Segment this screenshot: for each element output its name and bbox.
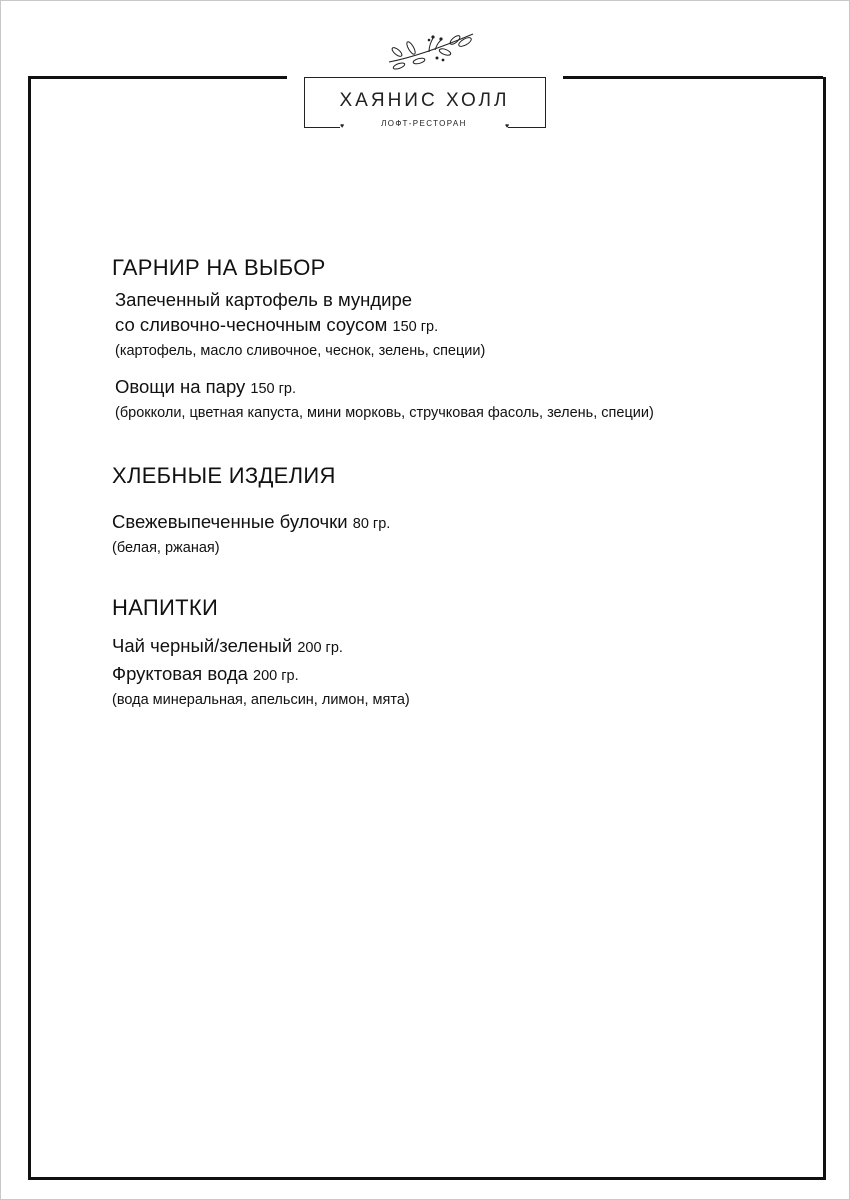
item-name: Чай черный/зеленый	[112, 635, 293, 656]
menu-item	[112, 661, 410, 711]
item-name: Фруктовая вода	[112, 663, 248, 684]
menu-section-bread	[112, 463, 390, 559]
item-name-line2: со сливочно-чесночным соусом	[115, 314, 388, 335]
item-name: Овощи на пару	[115, 376, 246, 397]
menu-item	[112, 509, 390, 559]
item-weight: 200 гр.	[297, 640, 343, 656]
section-title: ГАРНИР НА ВЫБОР	[112, 255, 326, 280]
brand-tagline: ЛОФТ-РЕСТОРАН	[381, 119, 467, 128]
menu-section-garnish	[112, 255, 654, 424]
frame-top-right-line	[563, 76, 823, 79]
section-title: ХЛЕБНЫЕ ИЗДЕЛИЯ	[112, 463, 336, 488]
item-description: (картофель, масло сливочное, чеснок, зелень, специи)	[115, 343, 486, 359]
item-name-cont	[115, 312, 654, 340]
item-name-row	[112, 509, 390, 537]
section-title: НАПИТКИ	[112, 595, 219, 620]
item-name-row	[112, 633, 410, 661]
item-description: (брокколи, цветная капуста, мини морковь, стручковая фасоль, зелень, специи)	[115, 405, 654, 421]
frame-top-left-line	[28, 76, 287, 79]
item-weight: 200 гр.	[253, 668, 299, 684]
brand-name: ХАЯНИС ХОЛЛ	[339, 90, 510, 111]
item-name-row	[115, 374, 654, 402]
heart-icon: ♥	[340, 123, 345, 130]
item-weight: 80 гр.	[352, 516, 391, 532]
heart-icon: ♥	[505, 123, 510, 130]
menu-item	[115, 287, 654, 362]
item-name: Запеченный картофель в мундире	[115, 289, 413, 310]
logo-box-bottom-left	[304, 127, 340, 128]
item-description: (вода минеральная, апельсин, лимон, мята)	[112, 692, 410, 708]
logo-box-bottom-right	[508, 127, 545, 128]
item-name: Свежевыпеченные булочки	[112, 511, 348, 532]
item-description: (белая, ржаная)	[112, 540, 220, 556]
menu-section-drinks	[112, 595, 410, 711]
menu-item	[112, 633, 410, 661]
menu-item	[115, 374, 654, 424]
leaf-sprig-icon	[385, 28, 477, 70]
item-weight: 150 гр.	[392, 319, 439, 335]
item-weight: 150 гр.	[250, 381, 297, 397]
item-name-row	[112, 661, 410, 689]
